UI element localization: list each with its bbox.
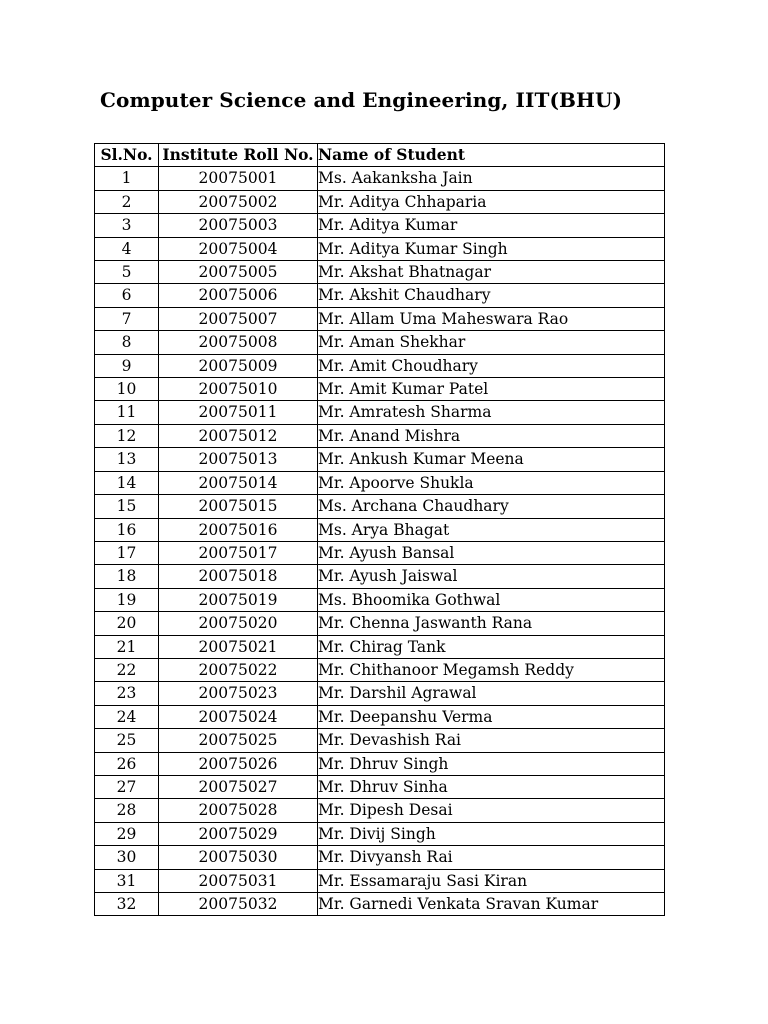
sl-no-cell: 10 [95, 378, 159, 401]
student-name-cell: Mr. Essamaraju Sasi Kiran [318, 869, 665, 892]
sl-no-cell: 29 [95, 822, 159, 845]
roll-no-cell: 20075015 [159, 495, 318, 518]
roll-no-cell: 20075024 [159, 705, 318, 728]
sl-no-cell: 24 [95, 705, 159, 728]
sl-no-cell: 25 [95, 729, 159, 752]
student-name-cell: Mr. Apoorve Shukla [318, 471, 665, 494]
student-name-cell: Mr. Akshat Bhatnagar [318, 261, 665, 284]
sl-no-cell: 16 [95, 518, 159, 541]
roll-no-cell: 20075014 [159, 471, 318, 494]
sl-no-cell: 28 [95, 799, 159, 822]
sl-no-cell: 4 [95, 237, 159, 260]
sl-no-cell: 12 [95, 424, 159, 447]
header-student-name: Name of Student [318, 144, 665, 167]
sl-no-cell: 2 [95, 190, 159, 213]
student-name-cell: Ms. Bhoomika Gothwal [318, 588, 665, 611]
header-roll-no: Institute Roll No. [159, 144, 318, 167]
student-name-cell: Mr. Dipesh Desai [318, 799, 665, 822]
student-name-cell: Mr. Anand Mishra [318, 424, 665, 447]
table-row [95, 729, 665, 752]
sl-no-cell: 6 [95, 284, 159, 307]
sl-no-cell: 15 [95, 495, 159, 518]
table-row [95, 331, 665, 354]
sl-no-cell: 20 [95, 612, 159, 635]
roll-no-cell: 20075032 [159, 893, 318, 916]
roll-no-cell: 20075007 [159, 307, 318, 330]
student-name-cell: Mr. Devashish Rai [318, 729, 665, 752]
roll-no-cell: 20075022 [159, 658, 318, 681]
student-name-cell: Ms. Archana Chaudhary [318, 495, 665, 518]
table-row [95, 190, 665, 213]
table-row [95, 495, 665, 518]
sl-no-cell: 1 [95, 167, 159, 190]
sl-no-cell: 5 [95, 261, 159, 284]
student-name-cell: Mr. Amit Choudhary [318, 354, 665, 377]
page-title: Computer Science and Engineering, IIT(BHU) [100, 88, 623, 112]
student-name-cell: Mr. Divyansh Rai [318, 846, 665, 869]
student-name-cell: Mr. Deepanshu Verma [318, 705, 665, 728]
table-row [95, 518, 665, 541]
roll-no-cell: 20075023 [159, 682, 318, 705]
table-body [95, 167, 665, 916]
sl-no-cell: 9 [95, 354, 159, 377]
table-row [95, 893, 665, 916]
table-row [95, 612, 665, 635]
sl-no-cell: 7 [95, 307, 159, 330]
roll-no-cell: 20075029 [159, 822, 318, 845]
student-name-cell: Mr. Chithanoor Megamsh Reddy [318, 658, 665, 681]
roll-no-cell: 20075002 [159, 190, 318, 213]
table-row [95, 635, 665, 658]
student-name-cell: Mr. Ayush Bansal [318, 541, 665, 564]
student-name-cell: Mr. Chenna Jaswanth Rana [318, 612, 665, 635]
sl-no-cell: 26 [95, 752, 159, 775]
roll-no-cell: 20075016 [159, 518, 318, 541]
table-row [95, 261, 665, 284]
table-row [95, 401, 665, 424]
roll-no-cell: 20075026 [159, 752, 318, 775]
sl-no-cell: 13 [95, 448, 159, 471]
sl-no-cell: 23 [95, 682, 159, 705]
table-row [95, 307, 665, 330]
sl-no-cell: 22 [95, 658, 159, 681]
sl-no-cell: 8 [95, 331, 159, 354]
student-name-cell: Mr. Aditya Chhaparia [318, 190, 665, 213]
roll-no-cell: 20075013 [159, 448, 318, 471]
sl-no-cell: 21 [95, 635, 159, 658]
roll-no-cell: 20075008 [159, 331, 318, 354]
student-name-cell: Mr. Dhruv Singh [318, 752, 665, 775]
table-row [95, 214, 665, 237]
table-row [95, 846, 665, 869]
table-row [95, 424, 665, 447]
roll-no-cell: 20075031 [159, 869, 318, 892]
table-row [95, 775, 665, 798]
table-row [95, 822, 665, 845]
roll-no-cell: 20075030 [159, 846, 318, 869]
student-name-cell: Mr. Akshit Chaudhary [318, 284, 665, 307]
roll-no-cell: 20075004 [159, 237, 318, 260]
sl-no-cell: 30 [95, 846, 159, 869]
sl-no-cell: 17 [95, 541, 159, 564]
table-row [95, 705, 665, 728]
student-name-cell: Mr. Dhruv Sinha [318, 775, 665, 798]
student-name-cell: Mr. Amit Kumar Patel [318, 378, 665, 401]
student-name-cell: Mr. Aditya Kumar Singh [318, 237, 665, 260]
sl-no-cell: 14 [95, 471, 159, 494]
table-row [95, 682, 665, 705]
roll-no-cell: 20075017 [159, 541, 318, 564]
roll-no-cell: 20075021 [159, 635, 318, 658]
student-name-cell: Ms. Arya Bhagat [318, 518, 665, 541]
roll-no-cell: 20075018 [159, 565, 318, 588]
roll-no-cell: 20075006 [159, 284, 318, 307]
table-row [95, 354, 665, 377]
student-name-cell: Mr. Ankush Kumar Meena [318, 448, 665, 471]
student-roll-table [94, 143, 665, 916]
table-row [95, 378, 665, 401]
table-row [95, 448, 665, 471]
sl-no-cell: 31 [95, 869, 159, 892]
roll-no-cell: 20075005 [159, 261, 318, 284]
student-name-cell: Mr. Chirag Tank [318, 635, 665, 658]
sl-no-cell: 18 [95, 565, 159, 588]
table-row [95, 284, 665, 307]
roll-no-cell: 20075025 [159, 729, 318, 752]
roll-no-cell: 20075020 [159, 612, 318, 635]
header-sl-no: Sl.No. [95, 144, 159, 167]
table-row [95, 752, 665, 775]
roll-no-cell: 20075011 [159, 401, 318, 424]
table-row [95, 167, 665, 190]
student-name-cell: Mr. Ayush Jaiswal [318, 565, 665, 588]
table-row [95, 799, 665, 822]
roll-no-cell: 20075012 [159, 424, 318, 447]
table-header-row [95, 144, 665, 167]
student-name-cell: Mr. Aman Shekhar [318, 331, 665, 354]
table-row [95, 588, 665, 611]
table-row [95, 541, 665, 564]
roll-no-cell: 20075027 [159, 775, 318, 798]
roll-no-cell: 20075003 [159, 214, 318, 237]
student-name-cell: Mr. Garnedi Venkata Sravan Kumar [318, 893, 665, 916]
roll-no-cell: 20075001 [159, 167, 318, 190]
table-row [95, 658, 665, 681]
table-row [95, 237, 665, 260]
roll-no-cell: 20075028 [159, 799, 318, 822]
sl-no-cell: 3 [95, 214, 159, 237]
student-name-cell: Mr. Amratesh Sharma [318, 401, 665, 424]
student-name-cell: Mr. Divij Singh [318, 822, 665, 845]
student-name-cell: Mr. Aditya Kumar [318, 214, 665, 237]
roll-no-cell: 20075009 [159, 354, 318, 377]
student-name-cell: Mr. Darshil Agrawal [318, 682, 665, 705]
sl-no-cell: 11 [95, 401, 159, 424]
sl-no-cell: 19 [95, 588, 159, 611]
sl-no-cell: 32 [95, 893, 159, 916]
table-row [95, 565, 665, 588]
sl-no-cell: 27 [95, 775, 159, 798]
table-row [95, 471, 665, 494]
student-name-cell: Ms. Aakanksha Jain [318, 167, 665, 190]
roll-no-cell: 20075019 [159, 588, 318, 611]
table-row [95, 869, 665, 892]
student-name-cell: Mr. Allam Uma Maheswara Rao [318, 307, 665, 330]
roll-no-cell: 20075010 [159, 378, 318, 401]
